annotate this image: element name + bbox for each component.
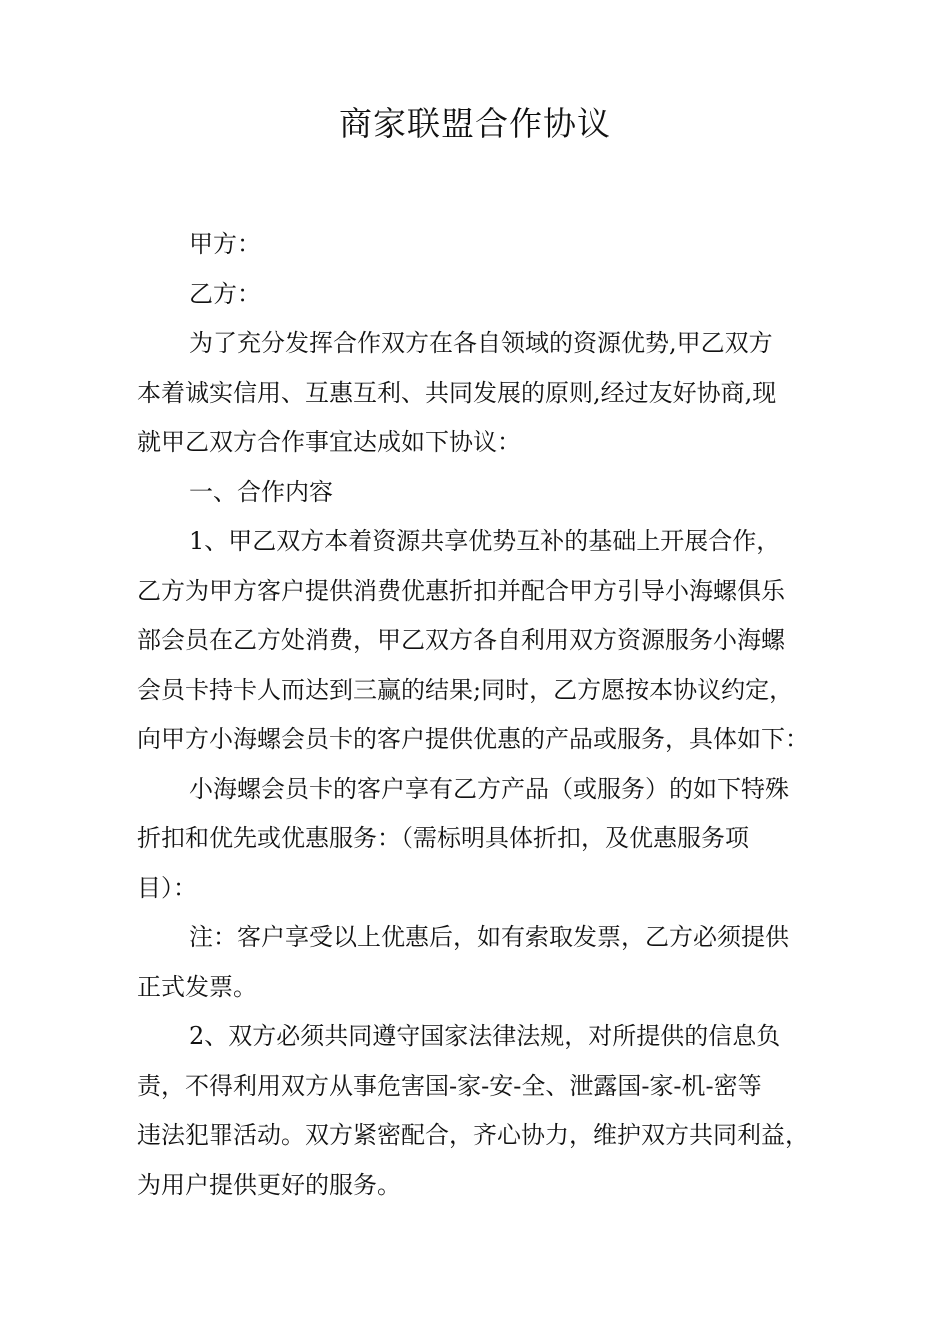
note-line: 正式发票。 [137,972,257,1001]
discount-line: 小海螺会员卡的客户享有乙方产品（或服务）的如下特殊 [189,774,789,803]
clause-1-line: 1、甲乙双方本着资源共享优势互补的基础上开展合作， [189,527,781,555]
clause-1-paragraph [137,517,837,765]
document-body [137,220,837,1210]
clause-1-line: 乙方为甲方客户提供消费优惠折扣并配合甲方引导小海螺俱乐 [137,576,785,605]
clause-2-line: 为用户提供更好的服务。 [137,1170,401,1199]
clause-2-line: 责，不得利用双方从事危害国-家-安-全、泄露国-家-机-密等 [137,1071,762,1100]
section-heading-text: 一、合作内容 [189,477,333,506]
discount-line: 目）： [137,873,197,902]
intro-line: 就甲乙双方合作事宜达成如下协议： [137,428,521,456]
clause-1-line: 向甲方小海螺会员卡的客户提供优惠的产品或服务，具体如下： [137,725,809,753]
clause-2-line: 2、双方必须共同遵守国家法律法规，对所提供的信息负 [189,1022,781,1050]
section-1-heading [137,468,837,518]
note-paragraph [137,913,837,1012]
document-title: 商家联盟合作协议 [339,104,611,143]
clause-1-line: 会员卡持卡人而达到三赢的结果;同时，乙方愿按本协议约定， [137,675,794,704]
clause-1-line: 部会员在乙方处消费，甲乙双方各自利用双方资源服务小海螺 [137,626,785,654]
intro-line: 为了充分发挥合作双方在各自领域的资源优势,甲乙双方 [189,329,773,357]
discount-line: 折扣和优先或优惠服务：（需标明具体折扣，及优惠服务项 [137,824,749,852]
party-a-label: 甲方： [189,230,261,258]
clause-2-paragraph [137,1012,837,1210]
discount-paragraph [137,765,837,914]
party-b-line [137,270,837,320]
clause-2-line: 违法犯罪活动。双方紧密配合，齐心协力，维护双方共同利益， [137,1121,809,1149]
party-b-label: 乙方： [189,279,261,308]
intro-line: 本着诚实信用、互惠互利、共同发展的原则,经过友好协商,现 [137,378,777,407]
party-a-line [137,220,837,270]
note-line: 注：客户享受以上优惠后，如有索取发票，乙方必须提供 [189,923,789,951]
intro-paragraph [137,319,837,468]
